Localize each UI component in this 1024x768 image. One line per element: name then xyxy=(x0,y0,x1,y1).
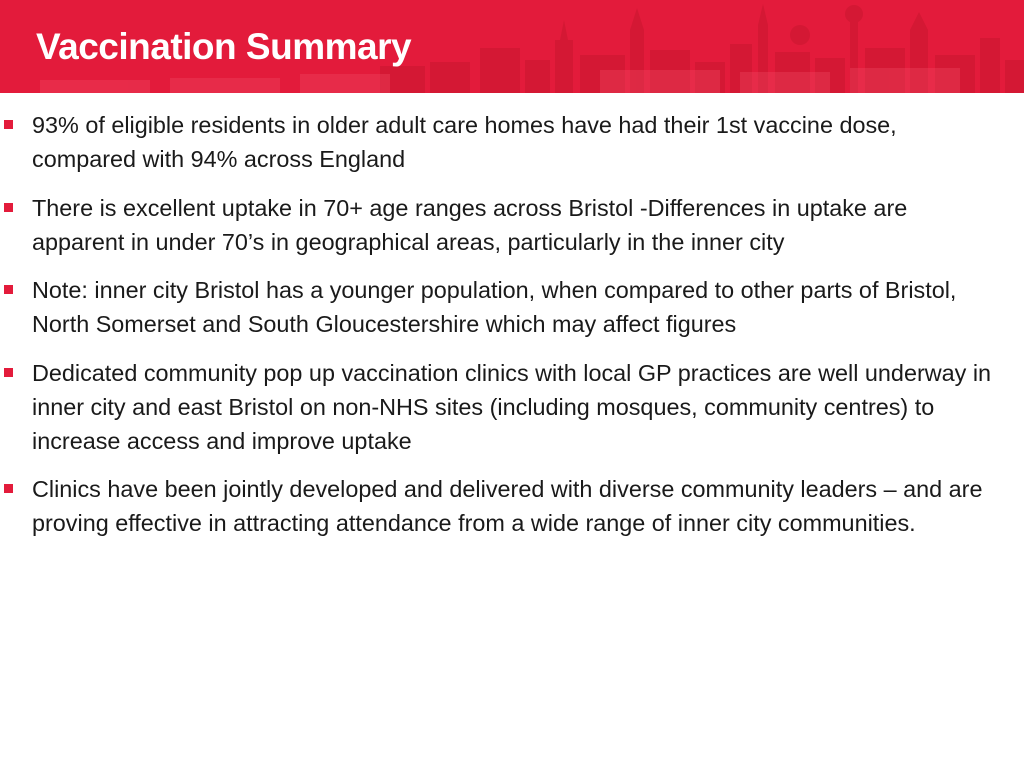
bullet-text: Note: inner city Bristol has a younger population, when compared to other parts of Bristol, North Somerset and South Gloucestershire which may affect figures xyxy=(32,277,957,337)
bullet-item xyxy=(0,108,1024,176)
bullet-item xyxy=(0,356,1024,458)
square-bullet-icon xyxy=(4,203,13,212)
bullet-list xyxy=(0,108,1024,555)
slide-title: Vaccination Summary xyxy=(36,26,412,67)
bullet-text: There is excellent uptake in 70+ age ranges across Bristol -Differences in uptake are apparent in under 70’s in geographical areas, particularly in the inner city xyxy=(32,194,908,255)
bullet-item xyxy=(0,273,1024,341)
square-bullet-icon xyxy=(4,484,13,493)
square-bullet-icon xyxy=(4,285,13,294)
square-bullet-icon xyxy=(4,368,13,377)
bullet-text: Dedicated community pop up vaccination clinics with local GP practices are well underway in inner city and east Bristol on non-NHS sites (including mosques, community centres) to increase access and improve uptake xyxy=(32,359,992,454)
bullet-item xyxy=(0,191,1024,259)
bullet-text: Clinics have been jointly developed and delivered with diverse community leaders – and are proving effective in attracting attendance from a wide range of inner city communities. xyxy=(32,476,983,536)
square-bullet-icon xyxy=(4,120,13,129)
bullet-text: 93% of eligible residents in older adult care homes have had their 1st vaccine dose, compared with 94% across England xyxy=(32,112,897,172)
header-banner xyxy=(0,0,1024,93)
bullet-item xyxy=(0,472,1024,540)
